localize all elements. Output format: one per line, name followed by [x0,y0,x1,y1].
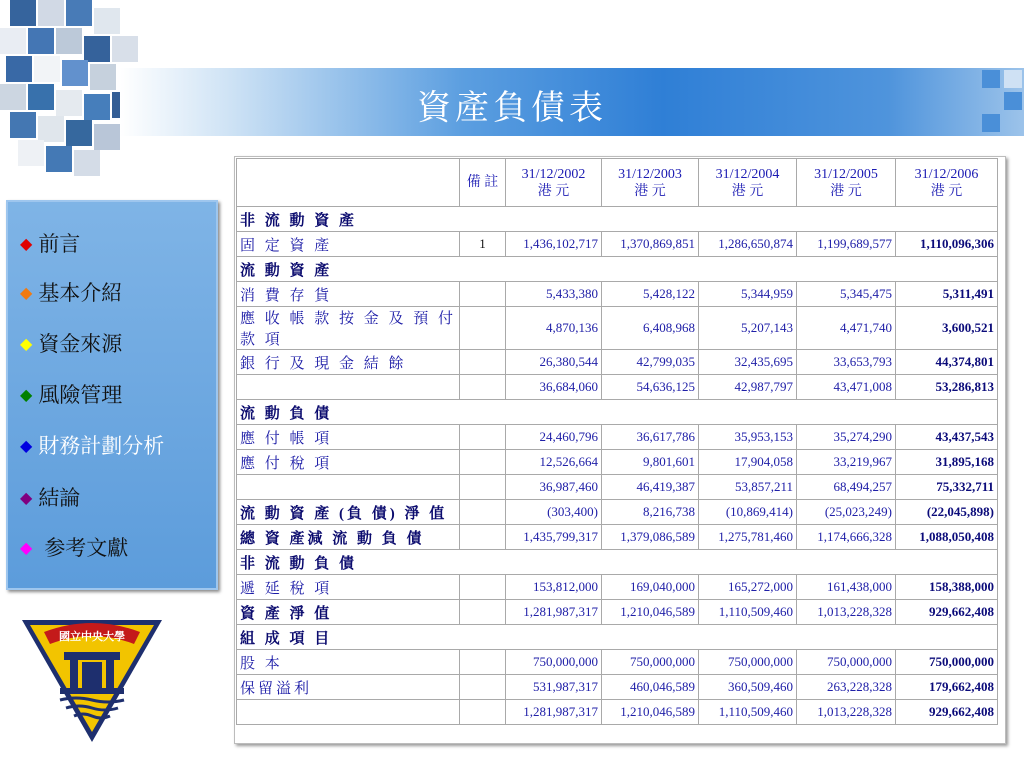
row-note [460,575,506,600]
value-cell: 460,046,589 [602,675,699,700]
value-cell: 1,199,689,577 [797,232,896,257]
row-note [460,500,506,525]
university-logo [20,618,164,744]
value-cell: 5,428,122 [602,282,699,307]
header-2004: 31/12/2004 港 元 [699,159,797,207]
value-cell: 1,110,509,460 [699,700,797,725]
value-cell: (303,400) [506,500,602,525]
header-2002: 31/12/2002 港 元 [506,159,602,207]
row-label: 應 付 帳 項 [237,425,460,450]
value-cell: 35,274,290 [797,425,896,450]
diamond-bullet-icon: ◆ [20,384,33,404]
diamond-bullet-icon: ◆ [20,333,33,353]
value-cell: 68,494,257 [797,475,896,500]
row-note [460,282,506,307]
value-cell: 3,600,521 [896,307,998,350]
value-cell: 1,110,096,306 [896,232,998,257]
value-cell: 1,013,228,328 [797,600,896,625]
value-cell: 1,435,799,317 [506,525,602,550]
table-row [237,307,998,350]
value-cell: 1,370,869,851 [602,232,699,257]
nav-item-label: 資金來源 [38,332,123,356]
section-label: 非 流 動 資 產 [237,207,998,232]
value-cell: 12,526,664 [506,450,602,475]
diamond-bullet-icon: ◆ [20,487,33,507]
section-label: 流 動 資 產 [237,257,998,282]
value-cell: 531,987,317 [506,675,602,700]
table-row [237,282,998,307]
value-cell: 44,374,801 [896,350,998,375]
row-note [460,350,506,375]
value-cell: 17,904,058 [699,450,797,475]
header-2003: 31/12/2003 港 元 [602,159,699,207]
row-label: 消 費 存 貨 [237,282,460,307]
value-cell: 35,953,153 [699,425,797,450]
diamond-bullet-icon: ◆ [20,537,33,557]
value-cell: (22,045,898) [896,500,998,525]
value-cell: 42,799,035 [602,350,699,375]
value-cell: 1,174,666,328 [797,525,896,550]
row-label: 總 資 產減 流 動 負 債 [237,525,460,550]
row-label: 保留溢利 [237,675,460,700]
value-cell: 360,509,460 [699,675,797,700]
nav-item-label: 参考文獻 [44,536,129,560]
value-cell: 929,662,408 [896,600,998,625]
value-cell: 43,437,543 [896,425,998,450]
value-cell: 54,636,125 [602,375,699,400]
value-cell: 4,870,136 [506,307,602,350]
table-row [237,350,998,375]
value-cell: 1,281,987,317 [506,600,602,625]
value-cell: (10,869,414) [699,500,797,525]
value-cell: 46,419,387 [602,475,699,500]
value-cell: 169,040,000 [602,575,699,600]
row-note [460,450,506,475]
table-row [237,675,998,700]
row-note [460,700,506,725]
row-label: 應 付 稅 項 [237,450,460,475]
nav-item-risk[interactable] [20,379,122,409]
nav-item-financial-plan[interactable] [20,430,164,460]
nav-item-label: 財務計劃分析 [38,434,165,458]
value-cell: 153,812,000 [506,575,602,600]
value-cell: 36,617,786 [602,425,699,450]
value-cell: 929,662,408 [896,700,998,725]
diamond-bullet-icon: ◆ [20,233,33,253]
balance-sheet-table [236,158,998,725]
row-note: 1 [460,232,506,257]
row-label: 應 收 帳 款 按 金 及 預 付 款 項 [237,307,460,350]
table-header-row [237,159,998,207]
value-cell: 1,281,987,317 [506,700,602,725]
value-cell: 263,228,328 [797,675,896,700]
value-cell: 1,110,509,460 [699,600,797,625]
table-section-row [237,400,998,425]
table-row [237,575,998,600]
value-cell: 1,379,086,589 [602,525,699,550]
table-row [237,700,998,725]
table-row [237,232,998,257]
value-cell: 8,216,738 [602,500,699,525]
sidebar-nav [6,200,218,590]
logo-lettering: 國立中央大學 [59,630,125,643]
row-label: 資 產 淨 值 [237,600,460,625]
value-cell: 750,000,000 [896,650,998,675]
value-cell: 5,344,959 [699,282,797,307]
table-row [237,425,998,450]
table-section-row [237,207,998,232]
value-cell: 75,332,711 [896,475,998,500]
section-label: 非 流 動 負 債 [237,550,998,575]
nav-item-conclusion[interactable] [20,482,80,512]
row-label: 流 動 資 產 (負 債) 淨 值 [237,500,460,525]
table-section-row [237,257,998,282]
value-cell: 161,438,000 [797,575,896,600]
row-label [237,700,460,725]
nav-item-label: 基本介紹 [38,281,123,305]
value-cell: 1,210,046,589 [602,700,699,725]
value-cell: 43,471,008 [797,375,896,400]
row-note [460,475,506,500]
value-cell: 750,000,000 [602,650,699,675]
value-cell: 1,275,781,460 [699,525,797,550]
row-label: 固 定 資 產 [237,232,460,257]
row-note [460,675,506,700]
table-row [237,600,998,625]
value-cell: 33,219,967 [797,450,896,475]
row-note [460,425,506,450]
value-cell: 1,286,650,874 [699,232,797,257]
section-label: 組 成 項 目 [237,625,998,650]
row-label [237,375,460,400]
value-cell: 1,210,046,589 [602,600,699,625]
nav-item-label: 風險管理 [38,383,123,407]
value-cell: 179,662,408 [896,675,998,700]
page-title: 資產負債表 [417,88,607,128]
value-cell: 5,207,143 [699,307,797,350]
row-note [460,525,506,550]
section-label: 流 動 負 債 [237,400,998,425]
diamond-bullet-icon: ◆ [20,435,33,455]
value-cell: 165,272,000 [699,575,797,600]
row-note [460,650,506,675]
value-cell: 5,433,380 [506,282,602,307]
value-cell: (25,023,249) [797,500,896,525]
header-2005: 31/12/2005 港 元 [797,159,896,207]
value-cell: 1,013,228,328 [797,700,896,725]
header-blank-cell [237,159,460,207]
row-label [237,475,460,500]
value-cell: 5,311,491 [896,282,998,307]
value-cell: 36,684,060 [506,375,602,400]
row-note [460,600,506,625]
nav-item-references[interactable] [20,532,128,562]
nav-item-label: 結論 [38,486,81,510]
value-cell: 26,380,544 [506,350,602,375]
value-cell: 31,895,168 [896,450,998,475]
value-cell: 1,088,050,408 [896,525,998,550]
table-section-row [237,550,998,575]
value-cell: 1,436,102,717 [506,232,602,257]
nav-item-preface[interactable] [20,228,80,258]
value-cell: 42,987,797 [699,375,797,400]
value-cell: 24,460,796 [506,425,602,450]
value-cell: 5,345,475 [797,282,896,307]
table-row [237,650,998,675]
diamond-bullet-icon: ◆ [20,282,33,302]
value-cell: 32,435,695 [699,350,797,375]
value-cell: 36,987,460 [506,475,602,500]
value-cell: 4,471,740 [797,307,896,350]
value-cell: 6,408,968 [602,307,699,350]
row-label: 銀 行 及 現 金 結 餘 [237,350,460,375]
decorative-squares-graphic [980,68,1024,136]
nav-item-introduction[interactable] [20,277,122,307]
table-row [237,525,998,550]
nav-item-label: 前言 [38,232,81,256]
header-note: 備 註 [460,159,506,207]
header-2006: 31/12/2006 港 元 [896,159,998,207]
table-section-row [237,625,998,650]
value-cell: 53,857,211 [699,475,797,500]
row-label: 遞 延 稅 項 [237,575,460,600]
table-row [237,475,998,500]
value-cell: 33,653,793 [797,350,896,375]
value-cell: 158,388,000 [896,575,998,600]
table-row [237,375,998,400]
row-note [460,375,506,400]
value-cell: 750,000,000 [797,650,896,675]
table-row [237,450,998,475]
value-cell: 750,000,000 [699,650,797,675]
value-cell: 9,801,601 [602,450,699,475]
value-cell: 750,000,000 [506,650,602,675]
table-row [237,500,998,525]
row-label: 股 本 [237,650,460,675]
value-cell: 53,286,813 [896,375,998,400]
nav-item-funding[interactable] [20,328,122,358]
row-note [460,307,506,350]
